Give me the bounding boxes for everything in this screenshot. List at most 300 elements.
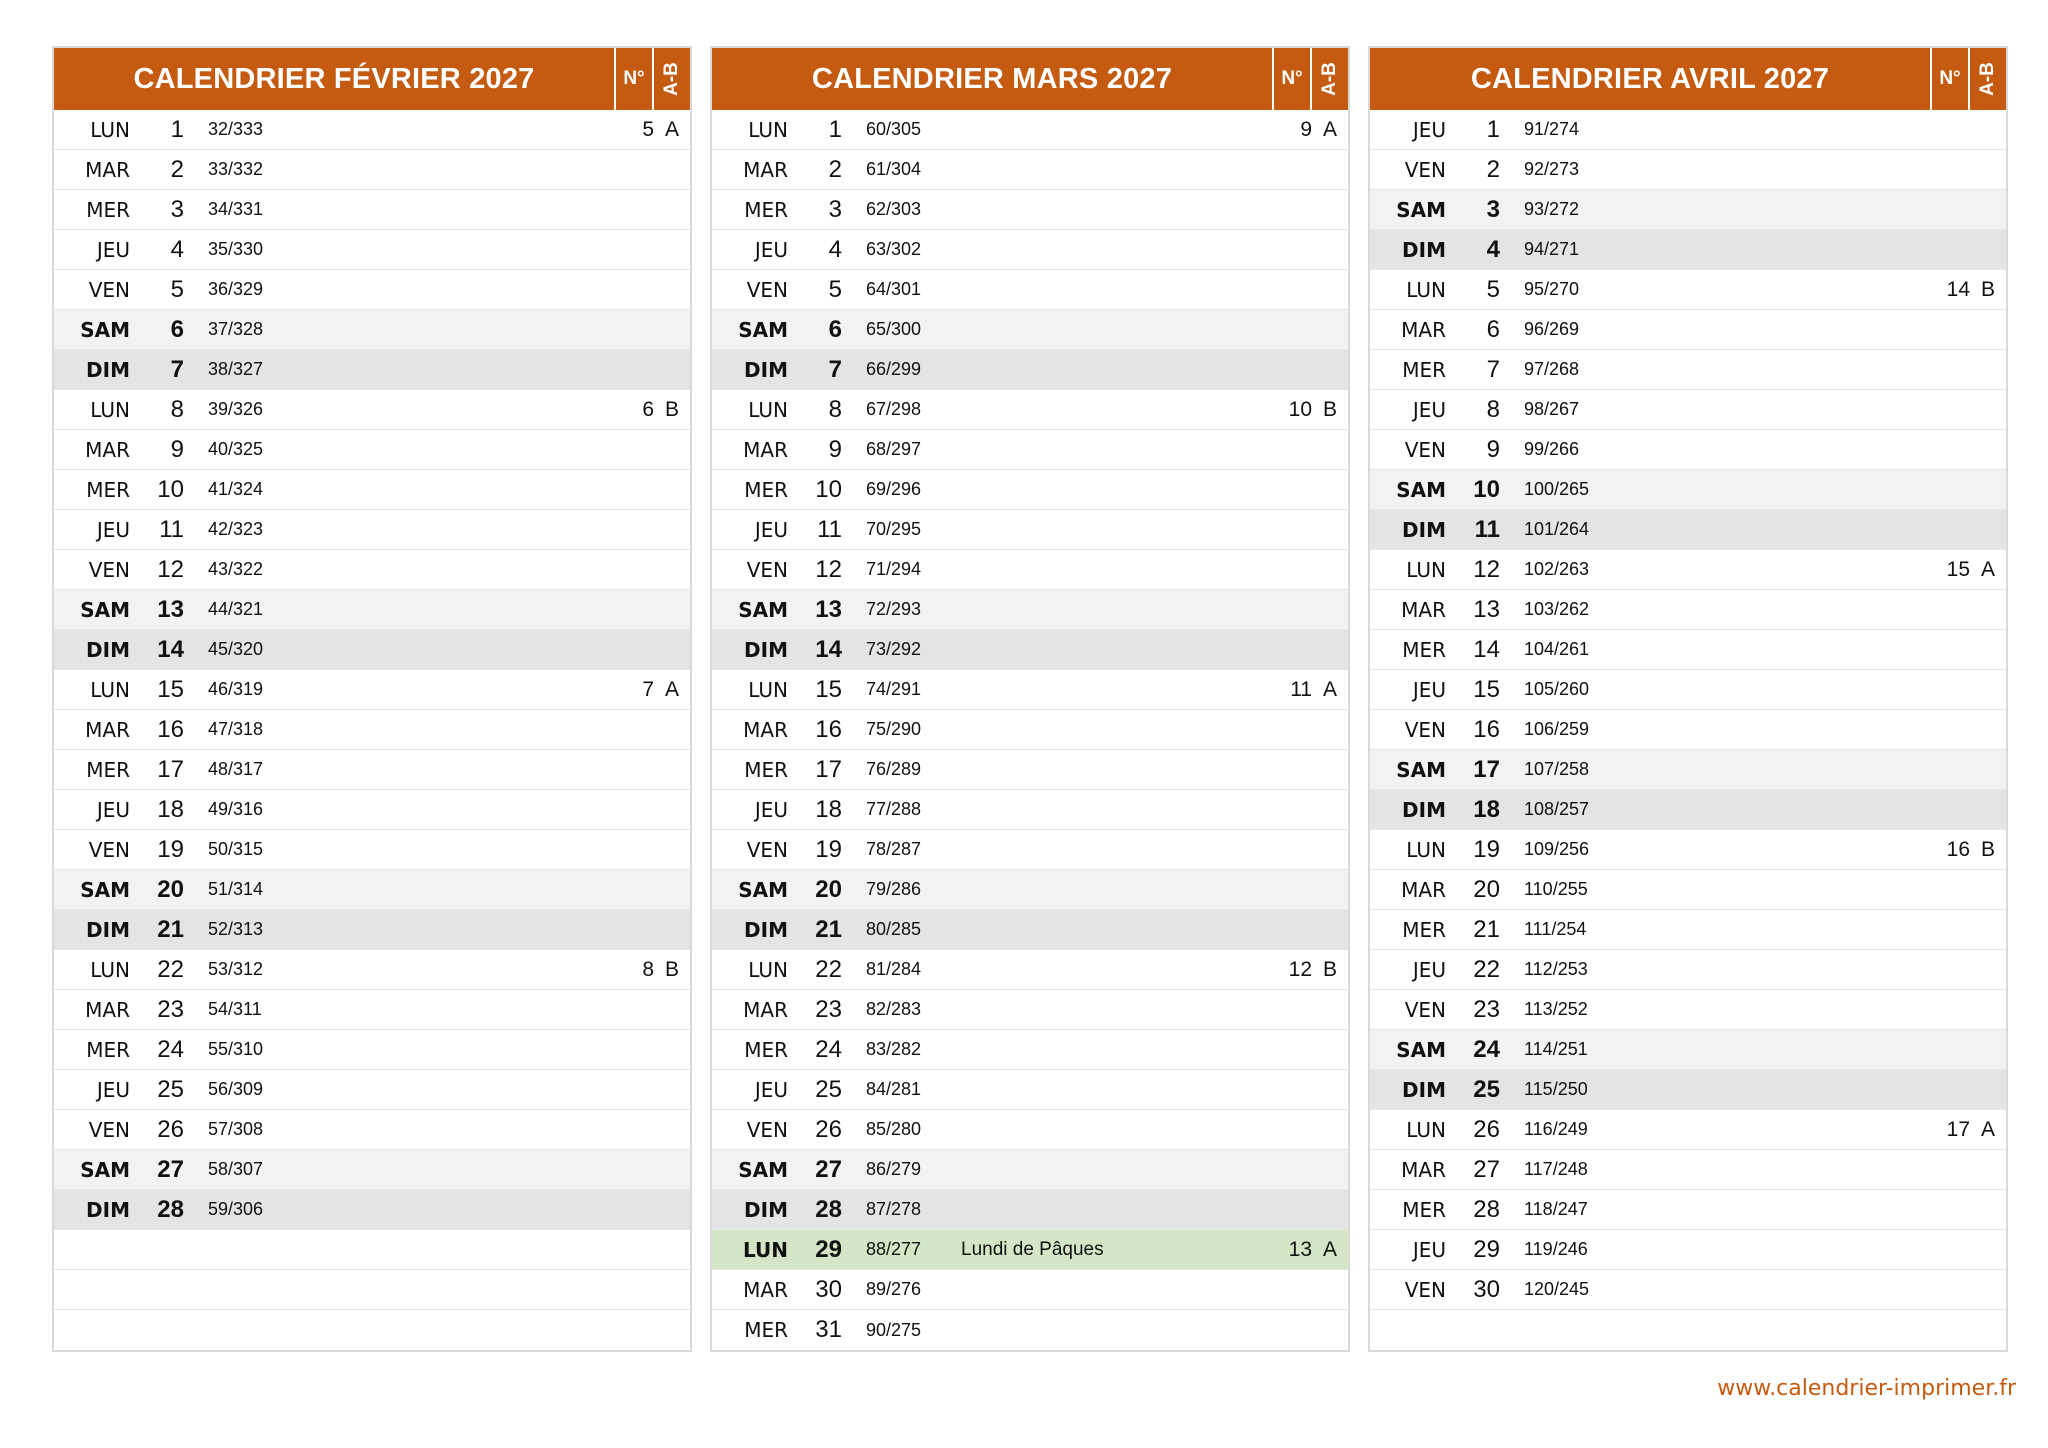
day-of-year: 99/266 bbox=[1524, 439, 1580, 459]
day-of-year: 47/318 bbox=[208, 719, 264, 739]
day-number: 30 bbox=[1473, 1275, 1500, 1303]
week-ab: A bbox=[1980, 557, 1995, 581]
week-number: 5 bbox=[642, 117, 654, 141]
day-row bbox=[712, 230, 1348, 270]
day-name: SAM bbox=[80, 317, 130, 342]
week-ab: A bbox=[1980, 1117, 1995, 1141]
day-row bbox=[54, 750, 690, 790]
day-of-year: 66/299 bbox=[866, 359, 922, 379]
day-number: 11 bbox=[159, 515, 184, 543]
day-name: LUN bbox=[748, 117, 788, 142]
week-number: 8 bbox=[642, 957, 654, 981]
day-name: DIM bbox=[744, 917, 788, 942]
day-name: SAM bbox=[1396, 477, 1446, 502]
day-name: MER bbox=[86, 197, 130, 222]
day-of-year: 113/252 bbox=[1524, 999, 1588, 1019]
day-row bbox=[712, 910, 1348, 950]
day-name: VEN bbox=[88, 1117, 130, 1142]
week-ab: B bbox=[1980, 277, 1995, 301]
week-number: 14 bbox=[1946, 277, 1970, 301]
day-name: JEU bbox=[1412, 1237, 1446, 1262]
day-name: MAR bbox=[1401, 1157, 1446, 1182]
day-of-year: 84/281 bbox=[866, 1079, 922, 1099]
day-of-year: 33/332 bbox=[208, 159, 264, 179]
day-number: 20 bbox=[815, 875, 842, 903]
day-name: VEN bbox=[1404, 1277, 1446, 1302]
day-row bbox=[54, 630, 690, 670]
day-number: 17 bbox=[157, 755, 184, 783]
day-row bbox=[54, 1070, 690, 1110]
day-of-year: 43/322 bbox=[208, 559, 264, 579]
day-number: 5 bbox=[170, 275, 184, 303]
day-of-year: 117/248 bbox=[1524, 1159, 1588, 1179]
day-number: 16 bbox=[815, 715, 842, 743]
day-number: 26 bbox=[157, 1115, 184, 1143]
day-name: MAR bbox=[743, 157, 788, 182]
day-name: LUN bbox=[1406, 277, 1446, 302]
day-number: 6 bbox=[1486, 315, 1500, 343]
day-row bbox=[1370, 1270, 2006, 1310]
day-row bbox=[1370, 230, 2006, 270]
day-of-year: 49/316 bbox=[208, 799, 264, 819]
day-of-year: 57/308 bbox=[208, 1119, 264, 1139]
day-name: VEN bbox=[88, 557, 130, 582]
day-name: DIM bbox=[86, 357, 130, 382]
day-number: 9 bbox=[1486, 435, 1500, 463]
day-of-year: 68/297 bbox=[866, 439, 922, 459]
day-number: 2 bbox=[170, 155, 184, 183]
day-name: MER bbox=[1402, 917, 1446, 942]
day-of-year: 71/294 bbox=[866, 559, 922, 579]
day-row bbox=[54, 230, 690, 270]
week-number: 12 bbox=[1288, 957, 1312, 981]
day-of-year: 96/269 bbox=[1524, 319, 1580, 339]
day-of-year: 119/246 bbox=[1524, 1239, 1588, 1259]
day-of-year: 82/283 bbox=[866, 999, 922, 1019]
day-number: 3 bbox=[828, 195, 842, 223]
day-name: VEN bbox=[1404, 717, 1446, 742]
day-number: 15 bbox=[815, 675, 842, 703]
day-row bbox=[54, 550, 690, 590]
day-of-year: 106/259 bbox=[1524, 719, 1590, 739]
day-row bbox=[712, 550, 1348, 590]
day-of-year: 62/303 bbox=[866, 199, 922, 219]
day-name: LUN bbox=[742, 1237, 788, 1262]
day-row bbox=[54, 910, 690, 950]
day-number: 25 bbox=[815, 1075, 842, 1103]
week-ab: A bbox=[664, 677, 679, 701]
day-of-year: 60/305 bbox=[866, 119, 922, 139]
day-row bbox=[1370, 950, 2006, 990]
day-number: 17 bbox=[815, 755, 842, 783]
day-of-year: 87/278 bbox=[866, 1199, 922, 1219]
month-title: CALENDRIER FÉVRIER 2027 bbox=[133, 62, 535, 95]
day-name: LUN bbox=[748, 397, 788, 422]
day-number: 23 bbox=[1473, 995, 1500, 1023]
month-header bbox=[54, 48, 690, 110]
day-name: SAM bbox=[738, 877, 788, 902]
day-of-year: 55/310 bbox=[208, 1039, 264, 1059]
day-number: 6 bbox=[170, 315, 184, 343]
month-header bbox=[712, 48, 1348, 110]
day-number: 17 bbox=[1473, 755, 1500, 783]
day-number: 27 bbox=[1473, 1155, 1500, 1183]
day-of-year: 103/262 bbox=[1524, 599, 1590, 619]
day-row bbox=[54, 190, 690, 230]
day-name: JEU bbox=[1412, 677, 1446, 702]
day-of-year: 115/250 bbox=[1524, 1079, 1588, 1099]
day-name: LUN bbox=[1406, 837, 1446, 862]
calendar-march bbox=[710, 46, 1350, 1352]
day-row bbox=[1370, 710, 2006, 750]
day-name: MAR bbox=[1401, 877, 1446, 902]
day-row bbox=[712, 350, 1348, 390]
day-of-year: 120/245 bbox=[1524, 1279, 1590, 1299]
week-ab: A bbox=[1322, 677, 1337, 701]
day-of-year: 46/319 bbox=[208, 679, 264, 699]
week-ab: A bbox=[664, 117, 679, 141]
day-number: 2 bbox=[1486, 155, 1500, 183]
day-name: DIM bbox=[744, 1197, 788, 1222]
day-of-year: 91/274 bbox=[1524, 119, 1580, 139]
day-number: 23 bbox=[815, 995, 842, 1023]
day-row bbox=[712, 510, 1348, 550]
day-row bbox=[712, 470, 1348, 510]
day-row bbox=[54, 270, 690, 310]
day-row bbox=[712, 1030, 1348, 1070]
day-of-year: 110/255 bbox=[1524, 879, 1588, 899]
day-number: 2 bbox=[828, 155, 842, 183]
calendar-april bbox=[1368, 46, 2008, 1352]
day-name: VEN bbox=[1404, 157, 1446, 182]
day-row bbox=[712, 590, 1348, 630]
day-of-year: 100/265 bbox=[1524, 479, 1590, 499]
day-name: SAM bbox=[80, 877, 130, 902]
week-ab: B bbox=[1980, 837, 1995, 861]
day-name: MER bbox=[86, 1037, 130, 1062]
day-of-year: 93/272 bbox=[1524, 199, 1580, 219]
day-number: 23 bbox=[157, 995, 184, 1023]
day-row bbox=[54, 350, 690, 390]
day-row bbox=[1370, 190, 2006, 230]
day-name: LUN bbox=[90, 117, 130, 142]
day-name: MAR bbox=[85, 437, 130, 462]
day-of-year: 69/296 bbox=[866, 479, 922, 499]
day-of-year: 90/275 bbox=[866, 1319, 922, 1340]
day-name: VEN bbox=[746, 557, 788, 582]
day-name: JEU bbox=[754, 797, 788, 822]
day-name: VEN bbox=[746, 277, 788, 302]
day-row bbox=[1370, 1030, 2006, 1070]
week-number-header: N° bbox=[1930, 48, 1968, 110]
day-name: MER bbox=[744, 477, 788, 502]
day-name: SAM bbox=[1396, 1037, 1446, 1062]
week-number: 9 bbox=[1300, 117, 1312, 141]
day-number: 25 bbox=[1473, 1075, 1500, 1103]
day-name: VEN bbox=[1404, 997, 1446, 1022]
week-number: 13 bbox=[1288, 1237, 1312, 1261]
week-ab-header: A-B bbox=[1310, 48, 1348, 110]
day-name: MER bbox=[744, 1318, 788, 1342]
day-row bbox=[712, 870, 1348, 910]
day-row bbox=[1370, 790, 2006, 830]
day-number: 11 bbox=[1474, 515, 1500, 543]
day-row bbox=[712, 270, 1348, 310]
day-name: DIM bbox=[1402, 1077, 1446, 1102]
day-name: LUN bbox=[90, 677, 130, 702]
event-label: Lundi de Pâques bbox=[961, 1238, 1104, 1260]
day-of-year: 88/277 bbox=[866, 1239, 922, 1259]
day-row bbox=[1370, 470, 2006, 510]
day-number: 15 bbox=[157, 675, 184, 703]
day-row bbox=[1370, 1190, 2006, 1230]
week-ab-header: A-B bbox=[652, 48, 690, 110]
day-row bbox=[712, 750, 1348, 790]
day-number: 28 bbox=[1473, 1195, 1500, 1223]
day-of-year: 36/329 bbox=[208, 279, 264, 299]
day-of-year: 51/314 bbox=[208, 879, 264, 899]
day-of-year: 32/333 bbox=[208, 119, 264, 139]
day-name: MER bbox=[1402, 1197, 1446, 1222]
day-name: VEN bbox=[746, 1117, 788, 1142]
day-row bbox=[1370, 1230, 2006, 1270]
day-of-year: 35/330 bbox=[208, 239, 264, 259]
day-of-year: 118/247 bbox=[1524, 1199, 1588, 1219]
day-row bbox=[1370, 350, 2006, 390]
month-title: CALENDRIER AVRIL 2027 bbox=[1470, 62, 1830, 95]
day-row bbox=[1370, 1110, 2006, 1150]
day-row bbox=[712, 430, 1348, 470]
day-of-year: 107/258 bbox=[1524, 759, 1590, 779]
day-row bbox=[1370, 550, 2006, 590]
day-name: JEU bbox=[1412, 117, 1446, 142]
day-of-year: 64/301 bbox=[866, 279, 922, 299]
day-number: 8 bbox=[828, 395, 842, 423]
day-number: 12 bbox=[1473, 555, 1500, 583]
day-name: JEU bbox=[96, 237, 130, 262]
day-number: 5 bbox=[828, 275, 842, 303]
day-of-year: 104/261 bbox=[1524, 639, 1590, 659]
day-row bbox=[54, 150, 690, 190]
day-of-year: 86/279 bbox=[866, 1159, 922, 1179]
day-row bbox=[54, 510, 690, 550]
day-number: 28 bbox=[157, 1195, 184, 1223]
day-of-year: 77/288 bbox=[866, 799, 922, 819]
day-name: DIM bbox=[86, 1197, 130, 1222]
day-row bbox=[712, 1270, 1348, 1310]
day-number: 22 bbox=[1473, 955, 1500, 983]
day-number: 3 bbox=[170, 195, 184, 223]
day-number: 20 bbox=[1473, 875, 1500, 903]
day-of-year: 48/317 bbox=[208, 759, 264, 779]
week-number: 17 bbox=[1946, 1117, 1970, 1141]
day-row bbox=[54, 590, 690, 630]
day-row bbox=[54, 1030, 690, 1070]
day-name: MAR bbox=[1401, 597, 1446, 622]
day-number: 26 bbox=[815, 1115, 842, 1143]
day-of-year: 59/306 bbox=[208, 1199, 264, 1219]
day-name: DIM bbox=[1402, 517, 1446, 542]
day-name: MER bbox=[1402, 357, 1446, 382]
day-row bbox=[1370, 1310, 2006, 1350]
day-name: JEU bbox=[96, 797, 130, 822]
day-number: 21 bbox=[815, 915, 842, 943]
day-of-year: 95/270 bbox=[1524, 279, 1580, 299]
day-of-year: 74/291 bbox=[866, 679, 922, 699]
day-name: MER bbox=[1402, 637, 1446, 662]
day-of-year: 65/300 bbox=[866, 319, 922, 339]
day-row bbox=[712, 670, 1348, 710]
day-row bbox=[712, 310, 1348, 350]
day-row bbox=[1370, 510, 2006, 550]
day-row bbox=[712, 990, 1348, 1030]
day-number: 11 bbox=[817, 515, 842, 543]
day-row bbox=[712, 1190, 1348, 1230]
day-number: 26 bbox=[1473, 1115, 1500, 1143]
day-row bbox=[54, 670, 690, 710]
week-ab: B bbox=[1322, 957, 1337, 981]
day-of-year: 114/251 bbox=[1524, 1039, 1588, 1059]
day-name: VEN bbox=[746, 837, 788, 862]
day-row bbox=[712, 1310, 1348, 1350]
day-row bbox=[54, 870, 690, 910]
day-row bbox=[1370, 590, 2006, 630]
day-name: DIM bbox=[744, 637, 788, 662]
day-number: 13 bbox=[815, 595, 842, 623]
day-of-year: 116/249 bbox=[1524, 1119, 1588, 1139]
day-number: 14 bbox=[815, 635, 842, 663]
day-row bbox=[54, 1270, 690, 1310]
day-name: MER bbox=[86, 757, 130, 782]
month-header bbox=[1370, 48, 2006, 110]
day-of-year: 78/287 bbox=[866, 839, 922, 859]
day-name: MAR bbox=[743, 717, 788, 742]
day-row bbox=[1370, 750, 2006, 790]
day-name: MAR bbox=[1401, 317, 1446, 342]
day-of-year: 85/280 bbox=[866, 1119, 922, 1139]
day-of-year: 89/276 bbox=[866, 1279, 922, 1299]
day-row bbox=[1370, 430, 2006, 470]
day-of-year: 98/267 bbox=[1524, 399, 1580, 419]
day-of-year: 54/311 bbox=[208, 999, 262, 1019]
day-name: SAM bbox=[738, 597, 788, 622]
day-row bbox=[712, 710, 1348, 750]
day-of-year: 80/285 bbox=[866, 919, 922, 939]
week-number-header: N° bbox=[1272, 48, 1310, 110]
day-row bbox=[712, 1070, 1348, 1110]
day-name: JEU bbox=[96, 1077, 130, 1102]
day-name: SAM bbox=[1396, 197, 1446, 222]
day-of-year: 58/307 bbox=[208, 1159, 264, 1179]
day-row bbox=[1370, 390, 2006, 430]
day-of-year: 39/326 bbox=[208, 399, 264, 419]
day-number: 7 bbox=[828, 355, 842, 383]
day-number: 22 bbox=[815, 955, 842, 983]
day-number: 4 bbox=[170, 235, 184, 263]
week-ab-header: A-B bbox=[1968, 48, 2006, 110]
day-of-year: 61/304 bbox=[866, 159, 922, 179]
week-number: 10 bbox=[1288, 397, 1312, 421]
day-name: DIM bbox=[744, 357, 788, 382]
day-name: VEN bbox=[88, 277, 130, 302]
day-number: 9 bbox=[170, 435, 184, 463]
day-of-year: 53/312 bbox=[208, 959, 264, 979]
day-row bbox=[1370, 310, 2006, 350]
day-name: SAM bbox=[738, 317, 788, 342]
day-number: 30 bbox=[815, 1275, 842, 1303]
day-name: VEN bbox=[88, 837, 130, 862]
day-number: 27 bbox=[157, 1155, 184, 1183]
day-number: 8 bbox=[170, 395, 184, 423]
day-of-year: 34/331 bbox=[208, 199, 264, 219]
day-number: 12 bbox=[815, 555, 842, 583]
day-row bbox=[1370, 670, 2006, 710]
day-of-year: 40/325 bbox=[208, 439, 264, 459]
day-name: MER bbox=[86, 477, 130, 502]
day-row bbox=[712, 190, 1348, 230]
week-number: 11 bbox=[1290, 677, 1312, 701]
day-number: 31 bbox=[815, 1316, 842, 1343]
day-row bbox=[1370, 1150, 2006, 1190]
day-number: 1 bbox=[828, 115, 842, 143]
day-of-year: 102/263 bbox=[1524, 559, 1590, 579]
day-row bbox=[54, 790, 690, 830]
day-number: 29 bbox=[815, 1235, 842, 1263]
day-number: 10 bbox=[157, 475, 184, 503]
day-number: 3 bbox=[1486, 195, 1500, 223]
calendar-february bbox=[52, 46, 692, 1352]
day-name: MER bbox=[744, 1037, 788, 1062]
day-name: MAR bbox=[85, 997, 130, 1022]
day-of-year: 83/282 bbox=[866, 1039, 922, 1059]
day-of-year: 75/290 bbox=[866, 719, 922, 739]
day-rows bbox=[1370, 110, 2006, 1350]
week-number-header: N° bbox=[614, 48, 652, 110]
day-name: MAR bbox=[743, 997, 788, 1022]
day-of-year: 92/273 bbox=[1524, 159, 1580, 179]
day-of-year: 38/327 bbox=[208, 359, 264, 379]
day-number: 8 bbox=[1486, 395, 1500, 423]
day-name: DIM bbox=[86, 637, 130, 662]
day-of-year: 37/328 bbox=[208, 319, 264, 339]
day-row bbox=[54, 430, 690, 470]
day-name: LUN bbox=[90, 397, 130, 422]
day-row bbox=[1370, 870, 2006, 910]
day-name: JEU bbox=[1412, 397, 1446, 422]
footer-url[interactable]: www.calendrier-imprimer.fr bbox=[1717, 1376, 2016, 1401]
day-number: 13 bbox=[1473, 595, 1500, 623]
day-name: SAM bbox=[738, 1157, 788, 1182]
day-row bbox=[1370, 990, 2006, 1030]
day-row bbox=[1370, 1070, 2006, 1110]
day-row bbox=[712, 390, 1348, 430]
day-number: 6 bbox=[828, 315, 842, 343]
day-row bbox=[54, 310, 690, 350]
day-of-year: 70/295 bbox=[866, 519, 922, 539]
day-row bbox=[54, 1230, 690, 1270]
day-number: 21 bbox=[157, 915, 184, 943]
day-of-year: 76/289 bbox=[866, 759, 922, 779]
day-row bbox=[1370, 910, 2006, 950]
day-name: JEU bbox=[96, 517, 130, 542]
day-of-year: 81/284 bbox=[866, 959, 922, 979]
day-row bbox=[54, 110, 690, 150]
day-number: 13 bbox=[157, 595, 184, 623]
day-number: 4 bbox=[828, 235, 842, 263]
day-name: VEN bbox=[1404, 437, 1446, 462]
week-ab: B bbox=[664, 957, 679, 981]
month-title: CALENDRIER MARS 2027 bbox=[811, 62, 1173, 95]
